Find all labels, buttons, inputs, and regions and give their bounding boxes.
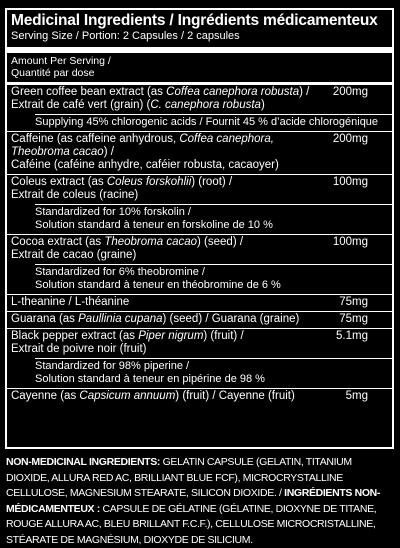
- standardization-line: Solution standard à teneur en théobromine de 6 %: [35, 279, 281, 291]
- ingredient-name: [11, 133, 329, 172]
- ingredient-latin-name: Coleus forskohlii: [106, 176, 192, 188]
- ingredient-line: [11, 330, 332, 343]
- ingredient-line: [11, 390, 342, 403]
- ingredient-row: [11, 132, 388, 174]
- ingredient-row: [11, 85, 388, 114]
- standardization-line: Supplying 45% chlorogenic acids / Fournit 45 % d’acide chlorogénique: [35, 116, 379, 128]
- ingredient-text: Green coffee bean extract (as: [11, 86, 167, 98]
- ingredient-row: [11, 312, 388, 328]
- ingredient-text: Extrait de café vert (grain) (: [11, 99, 151, 111]
- ingredient-text: ) /: [103, 146, 114, 158]
- panel-title: Medicinal Ingredients / Ingrédients médicamenteux: [11, 12, 378, 29]
- ingredient-text: Black pepper extract (as: [11, 330, 139, 342]
- medicinal-ingredients-panel: [5, 8, 394, 449]
- non-medicinal-ingredients: [6, 455, 394, 548]
- ingredient-amount: 5mg: [345, 390, 368, 402]
- ingredient-amount: 5.1mg: [336, 330, 368, 342]
- ingredient-row: [11, 329, 388, 358]
- ingredient-text: L-theanine / L-théanine: [11, 296, 130, 308]
- ingredient-amount: 100mg: [332, 176, 368, 188]
- ingredient-text: Cayenne (as: [11, 390, 80, 402]
- standardization-note: [35, 205, 388, 234]
- standardization-note: [35, 265, 388, 294]
- non-medicinal-label-fr: INGRÉDIENTS NON-MÉDICAMENTEUX :: [6, 487, 381, 515]
- ingredient-text: Coleus extract (as: [11, 176, 107, 188]
- ingredient-list: [11, 85, 388, 405]
- ingredient-line: [11, 99, 329, 112]
- amount-per-serving: [11, 53, 388, 82]
- ingredient-latin-name: Paullinia cupana: [78, 313, 163, 325]
- ingredient-latin-name: Capsicum annuum: [79, 390, 176, 402]
- standardization-line: Solution standard à teneur en pipérine de 98 %: [35, 373, 265, 385]
- standardization-line: Solution standard à teneur en forskoline de 10 %: [35, 219, 273, 231]
- ingredient-text: Guarana (as: [11, 313, 79, 325]
- ingredient-latin-name: Coffea canephora robusta: [166, 86, 300, 98]
- non-medicinal-text-en: GELATIN CAPSULE (GELATIN, TITANIUM DIOXIDE, ALLURA RED AC, BRILLIANT BLUE FCF), MICROCRYSTALLINE CELLULOSE, MAGNESIUM STEARATE, SILICON DIOXIDE. /: [6, 456, 352, 499]
- ingredient-line: [11, 176, 329, 189]
- ingredient-text: Caféine (caféine anhydre, caféier robusta, cacaoyer): [11, 159, 279, 171]
- ingredient-text: ) (seed) / Guarana (graine): [162, 313, 300, 325]
- ingredient-text: ) (seed) /: [197, 236, 244, 248]
- ingredient-text: ) (fruit) /: [203, 330, 244, 342]
- ingredient-text: Extrait de coleus (racine): [11, 189, 139, 201]
- standardization-line: Standardized for 98% piperine /: [35, 360, 190, 372]
- non-medicinal-label-en: NON-MEDICINAL INGREDIENTS:: [6, 456, 161, 468]
- ingredient-line: [11, 86, 329, 99]
- ingredient-name: [11, 296, 335, 309]
- ingredient-text: ) /: [299, 86, 310, 98]
- ingredient-line: [11, 236, 329, 249]
- ingredient-amount: 75mg: [339, 313, 368, 325]
- ingredient-row: [11, 175, 388, 204]
- ingredient-latin-name: C. canephora robusta: [150, 99, 261, 111]
- serving-size: Serving Size / Portion: 2 Capsules / 2 capsules: [11, 30, 240, 42]
- ingredient-amount: 75mg: [339, 296, 368, 308]
- ingredient-name: [11, 313, 335, 326]
- ingredient-row: [11, 389, 388, 405]
- ingredient-line: [11, 296, 335, 309]
- standardization-note: [35, 359, 388, 388]
- ingredient-line: [11, 189, 329, 202]
- ingredient-line: [11, 159, 329, 172]
- ingredient-text: ): [260, 99, 265, 111]
- ingredient-amount: 100mg: [332, 236, 368, 248]
- standardization-line: Standardized for 10% forskolin /: [35, 206, 191, 218]
- ingredient-text: ) (fruit) / Cayenne (fruit): [175, 390, 295, 402]
- non-medicinal-text-fr: CAPSULE DE GÉLATINE (GÉLATINE, DIOXYNE DE TITANE, ROUGE ALLURA AC, BLEU BRILLANT F.C.F.), CELLULOSE MICROCRISTALLINE, STÉARATE DE MAGNÉSIUM, DIOXYDE DE SILICIUM.: [6, 502, 377, 546]
- ingredient-text: Caffeine (as caffeine anhydrous,: [11, 133, 180, 145]
- ingredient-line: [11, 249, 329, 262]
- ingredient-line: [11, 133, 329, 159]
- ingredient-amount: 200mg: [332, 86, 368, 98]
- ingredient-amount: 200mg: [332, 133, 368, 145]
- ingredient-latin-name: Theobroma cacao: [104, 236, 198, 248]
- ingredient-line: [11, 343, 332, 356]
- amount-per-serving-fr: Quantité par dose: [11, 67, 95, 79]
- standardization-note: [35, 115, 388, 131]
- standardization-line: Standardized for 6% theobromine /: [35, 266, 205, 278]
- ingredient-row: [11, 235, 388, 264]
- ingredient-name: [11, 390, 342, 403]
- ingredient-name: [11, 236, 329, 262]
- ingredient-latin-name: Piper nigrum: [138, 330, 204, 342]
- ingredient-text: Cocoa extract (as: [11, 236, 105, 248]
- ingredient-name: [11, 330, 332, 356]
- ingredient-text: ) (root) /: [191, 176, 233, 188]
- amount-per-serving-en: Amount Per Serving /: [11, 55, 111, 67]
- ingredient-name: [11, 86, 329, 112]
- ingredient-latin-name: Coffea canephora, Theobroma cacao: [11, 133, 274, 158]
- ingredient-name: [11, 176, 329, 202]
- ingredient-row: [11, 295, 388, 311]
- ingredient-text: Extrait de cacao (graine): [11, 249, 137, 261]
- ingredient-text: Extrait de poivre noir (fruit): [11, 343, 147, 355]
- ingredient-line: [11, 313, 335, 326]
